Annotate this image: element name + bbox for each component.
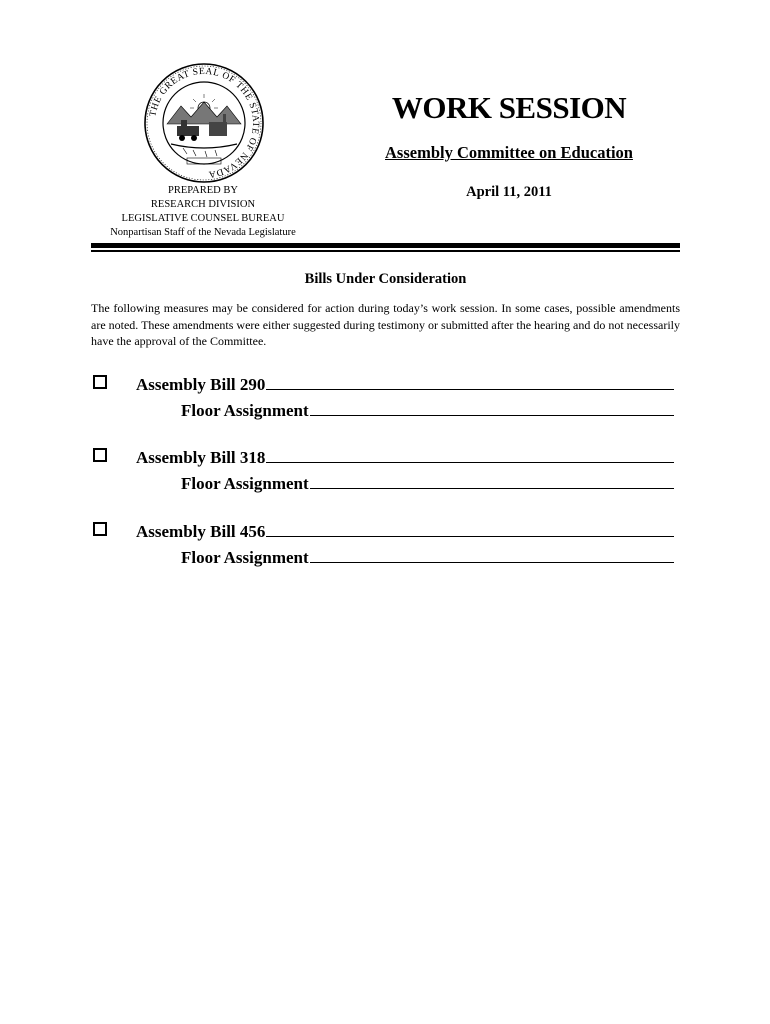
bill-checkbox[interactable] <box>93 448 107 462</box>
floor-assignment-label: Floor Assignment <box>181 401 309 420</box>
research-division-line: RESEARCH DIVISION <box>150 199 256 210</box>
prepared-by-block <box>100 184 306 240</box>
svg-text:THE GREAT SEAL OF THE STATE OF: THE GREAT SEAL OF THE STATE OF NEVADA <box>148 66 261 179</box>
committee-name: Assembly Committee on Education <box>385 143 633 162</box>
floor-assignment-blank[interactable] <box>310 472 674 489</box>
floor-assignment-blank[interactable] <box>310 546 674 563</box>
prepared-by-line: PREPARED BY <box>168 185 238 196</box>
section-heading: Bills Under Consideration <box>304 271 467 287</box>
floor-assignment-label: Floor Assignment <box>181 548 309 567</box>
bill-line <box>136 446 674 468</box>
intro-paragraph: The following measures may be considered for action during today’s work session. In some cases, possible amendments are noted. These amendments were either suggested during testimony or submitted after the hearing and do not necessarily have the approval of the Committee. <box>91 301 680 348</box>
lcb-line: LEGISLATIVE COUNSEL BUREAU <box>121 213 285 224</box>
floor-assignment-line <box>181 472 674 494</box>
floor-assignment-label: Floor Assignment <box>181 474 309 493</box>
bill-label: Assembly Bill 290 <box>136 375 266 394</box>
session-date: April 11, 2011 <box>466 184 552 200</box>
bill-blank-line[interactable] <box>266 373 674 390</box>
bill-checkbox[interactable] <box>93 522 107 536</box>
bill-blank-line[interactable] <box>266 446 674 463</box>
bill-blank-line[interactable] <box>266 520 674 537</box>
bill-entry <box>91 446 691 506</box>
page-title: WORK SESSION <box>391 90 627 125</box>
bill-line <box>136 520 674 542</box>
bill-label: Assembly Bill 318 <box>136 448 266 467</box>
floor-assignment-line <box>181 399 674 421</box>
bill-entry <box>91 520 691 580</box>
floor-assignment-line <box>181 546 674 568</box>
nevada-state-seal-icon <box>143 62 265 184</box>
bill-line <box>136 373 674 395</box>
bill-entry <box>91 373 691 433</box>
header-divider-thick <box>91 243 680 248</box>
bill-label: Assembly Bill 456 <box>136 522 266 541</box>
header-divider-thin <box>91 250 680 252</box>
floor-assignment-blank[interactable] <box>310 399 674 416</box>
nonpartisan-staff-line: Nonpartisan Staff of the Nevada Legislature <box>110 227 296 238</box>
bill-checkbox[interactable] <box>93 375 107 389</box>
